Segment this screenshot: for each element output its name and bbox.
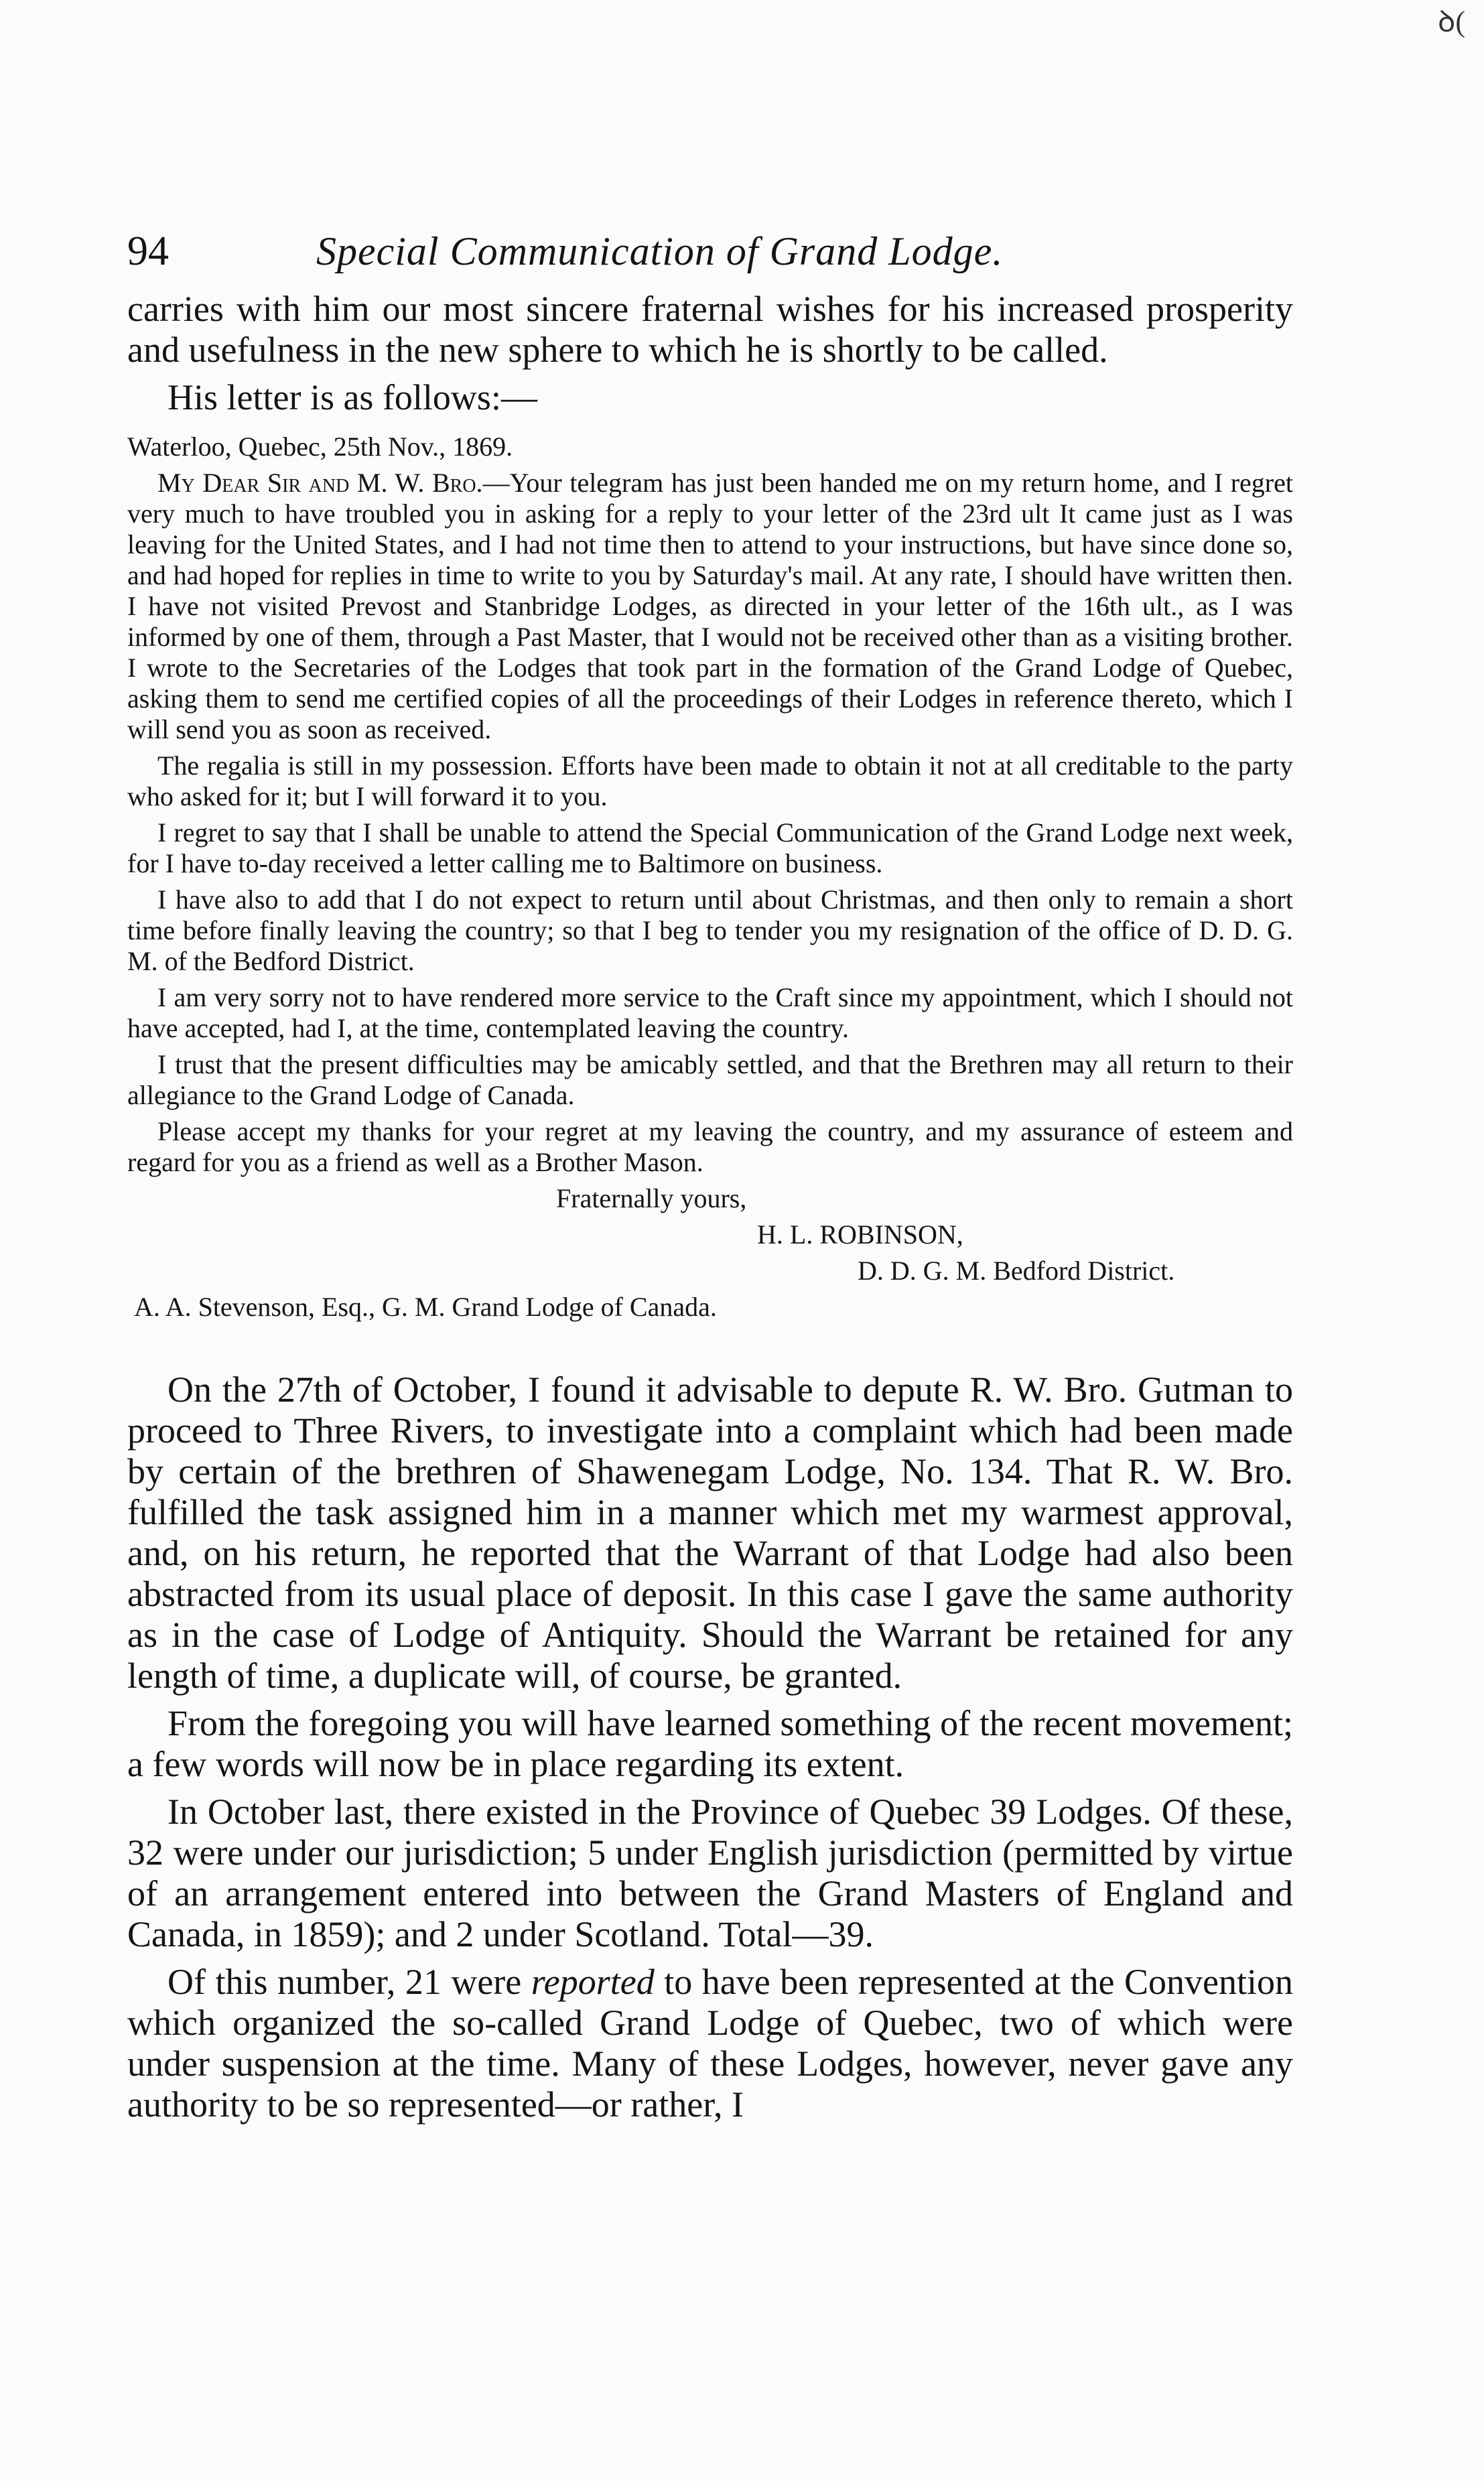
body-p4-start: Of this number, 21 were: [167, 1962, 531, 2002]
letter-paragraph: I am very sorry not to have rendered more service to the Craft since my appointment, which I should not have accepted, had I, at the time, contemplated leaving the country.: [127, 982, 1293, 1043]
body-p4-italic: reported: [531, 1962, 655, 2002]
body-paragraph: In October last, there existed in the Province of Quebec 39 Lodges. Of these, 32 were under our jurisdiction; 5 under English jurisdiction (permitted by virtue of an arrangement entered into between the Grand Masters of England and Canada, in 1859); and 2 under Scotland. Total—39.: [127, 1792, 1293, 1954]
letter-paragraph: I trust that the present difficulties may be amicably settled, and that the Brethren may all return to their allegiance to the Grand Lodge of Canada.: [127, 1049, 1293, 1110]
corner-mark: ꝺ(: [1437, 5, 1465, 38]
signature-name: H. L. ROBINSON,: [757, 1219, 963, 1250]
letter-paragraph: Please accept my thanks for your regret at my leaving the country, and my assurance of esteem and regard for you as a friend as well as a Brother Mason.: [127, 1116, 1293, 1177]
body-paragraph: From the foregoing you will have learned something of the recent movement; a few words will now be in place regarding its extent.: [127, 1703, 1293, 1784]
letter-salutation: My Dear Sir and M. W. Bro.: [157, 468, 483, 498]
body-text: [127, 1369, 1293, 2125]
letter-paragraph: [127, 468, 1293, 745]
body-paragraph: [127, 1962, 1293, 2125]
letter: [127, 431, 1293, 1323]
letter-paragraph: I regret to say that I shall be unable to attend the Special Communication of the Grand Lodge next week, for I have to-day received a letter calling me to Baltimore on business.: [127, 817, 1293, 878]
letter-paragraph: I have also to add that I do not expect to return until about Christmas, and then only to remain a short time before finally leaving the country; so that I beg to tender you my resignation of the office of D. D. G. M. of the Bedford District.: [127, 884, 1293, 976]
running-title: Special Communication of Grand Lodge.: [316, 229, 1004, 273]
body-p4-end: to have been represented at the Convention which organized the so-called Grand Lodge of Quebec, two of which were under suspension at the time. Many of these Lodges, however, never gave any authority to be so represented—or rather, I: [127, 1962, 1293, 2125]
page-number: 94: [127, 228, 169, 274]
intro-continuation: carries with him our most sincere fraternal wishes for his increased prosperity and usefulness in the new sphere to which he is shortly to be called.: [127, 289, 1293, 370]
body-paragraph: On the 27th of October, I found it advisable to depute R. W. Bro. Gutman to proceed to Three Rivers, to investigate into a complaint which had been made by certain of the brethren of Shawenegam Lodge, No. 134. That R. W. Bro. fulfilled the task assigned him in a manner which met my warmest approval, and, on his return, he reported that the Warrant of that Lodge had also been abstracted from its usual place of deposit. In this case I gave the same authority as in the case of Lodge of Antiquity. Should the Warrant be retained for any length of time, a duplicate will, of course, be granted.: [127, 1369, 1293, 1696]
page: [127, 228, 1293, 2125]
letter-p1-text: —Your telegram has just been handed me on my return home, and I regret very much to have troubled you in asking for a reply to your letter of the 23rd ult It came just as I was leaving for the United States, and I had not time then to attend to your instructions, but have since done so, and had hoped for replies in time to write to you by Saturday's mail. At any rate, I should have written then. I have not visited Prevost and Stanbridge Lodges, as directed in your letter of the 16th ult., as I was informed by one of them, through a Past Master, that I would not be received other than as a visiting brother. I wrote to the Secretaries of the Lodges that took part in the formation of the Grand Lodge of Quebec, asking them to send me certified copies of all the proceedings of their Lodges in reference thereto, which I will send you as soon as received.: [127, 468, 1293, 744]
letter-paragraph: The regalia is still in my possession. Efforts have been made to obtain it not at all creditable to the party who asked for it; but I will forward it to you.: [127, 750, 1293, 811]
page-header: [127, 228, 1293, 275]
intro-lead: His letter is as follows:—: [167, 377, 537, 417]
intro: [127, 289, 1293, 418]
letter-closing: Fraternally yours,: [556, 1183, 747, 1213]
signature-title: D. D. G. M. Bedford District.: [858, 1256, 1175, 1286]
letter-addressee: A. A. Stevenson, Esq., G. M. Grand Lodge of Canada.: [134, 1292, 717, 1322]
letter-dateline: Waterloo, Quebec, 25th Nov., 1869.: [127, 431, 513, 462]
